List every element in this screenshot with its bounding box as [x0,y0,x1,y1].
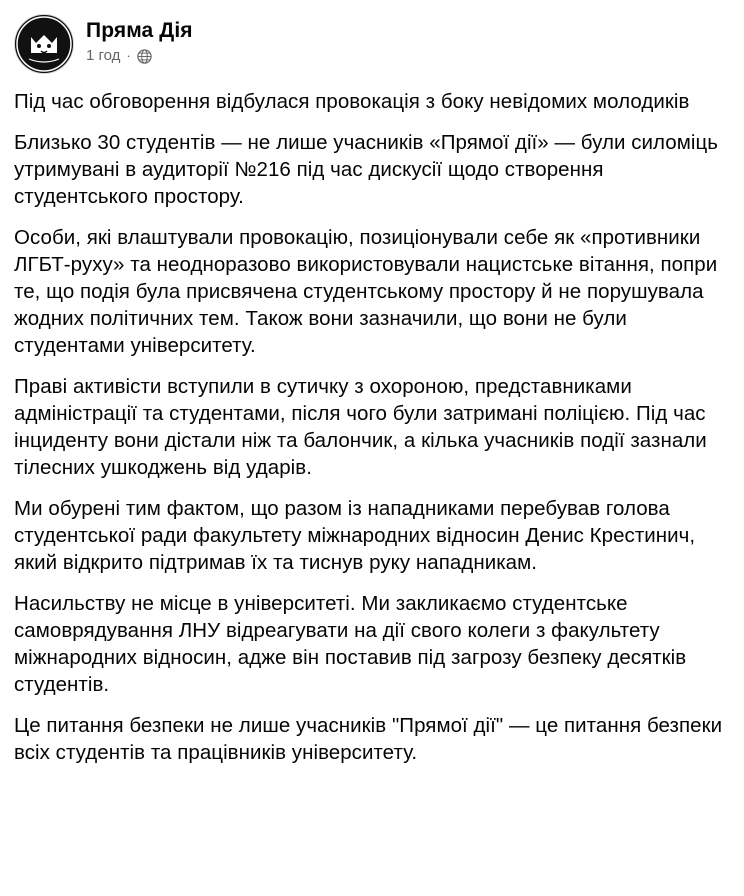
post-paragraph: Ми обурені тим фактом, що разом із нападниками перебував голова студентської ради факультету міжнародних відносин Денис Крестинич, який відкрито підтримав їх та тиснув руку нападникам. [14,497,696,574]
post-header [14,14,730,84]
post-timestamp[interactable]: 1 год [86,47,121,64]
post-paragraph: Особи, які влаштували провокацію, позиціонували себе як «противники ЛГБТ-руху» та неодноразово використовували нацистське вітання, попри те, що подія була присвячена студентському простору й не порушувала жодних політичних тем. Також вони зазначили, що вони не були студентами університету. [14,226,718,357]
post-body [14,84,730,766]
post-paragraph: Праві активісти вступили в сутичку з охороною, представниками адміністрації та студентами, після чого були затримані поліцією. Під час інциденту вони дістали ніж та балончик, а кілька учасників події зазнали тілесних ушкоджень від ударів. [14,375,707,479]
post-meta [86,47,193,65]
page-name[interactable]: Пряма Дія [86,19,193,42]
post-paragraph: Насильству не місце в університеті. Ми закликаємо студентське самоврядування ЛНУ відреагувати на дії свого колеги з факультету міжнародних відносин, адже він поставив під загрозу безпеку десятків студентів. [14,592,687,696]
post-paragraph: Під час обговорення відбулася провокація з боку невідомих молодиків [14,90,690,113]
post-author-block [86,14,193,65]
avatar[interactable] [14,14,74,74]
post-paragraph: Це питання безпеки не лише учасників "Прямої дії" — це питання безпеки всіх студентів та працівників університету. [14,714,723,764]
globe-icon[interactable] [137,49,152,64]
meta-separator: · [126,48,131,63]
post-paragraph: Близько 30 студентів — не лише учасників «Прямої дії» — були силоміць утримувані в аудиторії №216 під час дискусії щодо створення студентського простору. [14,131,719,208]
